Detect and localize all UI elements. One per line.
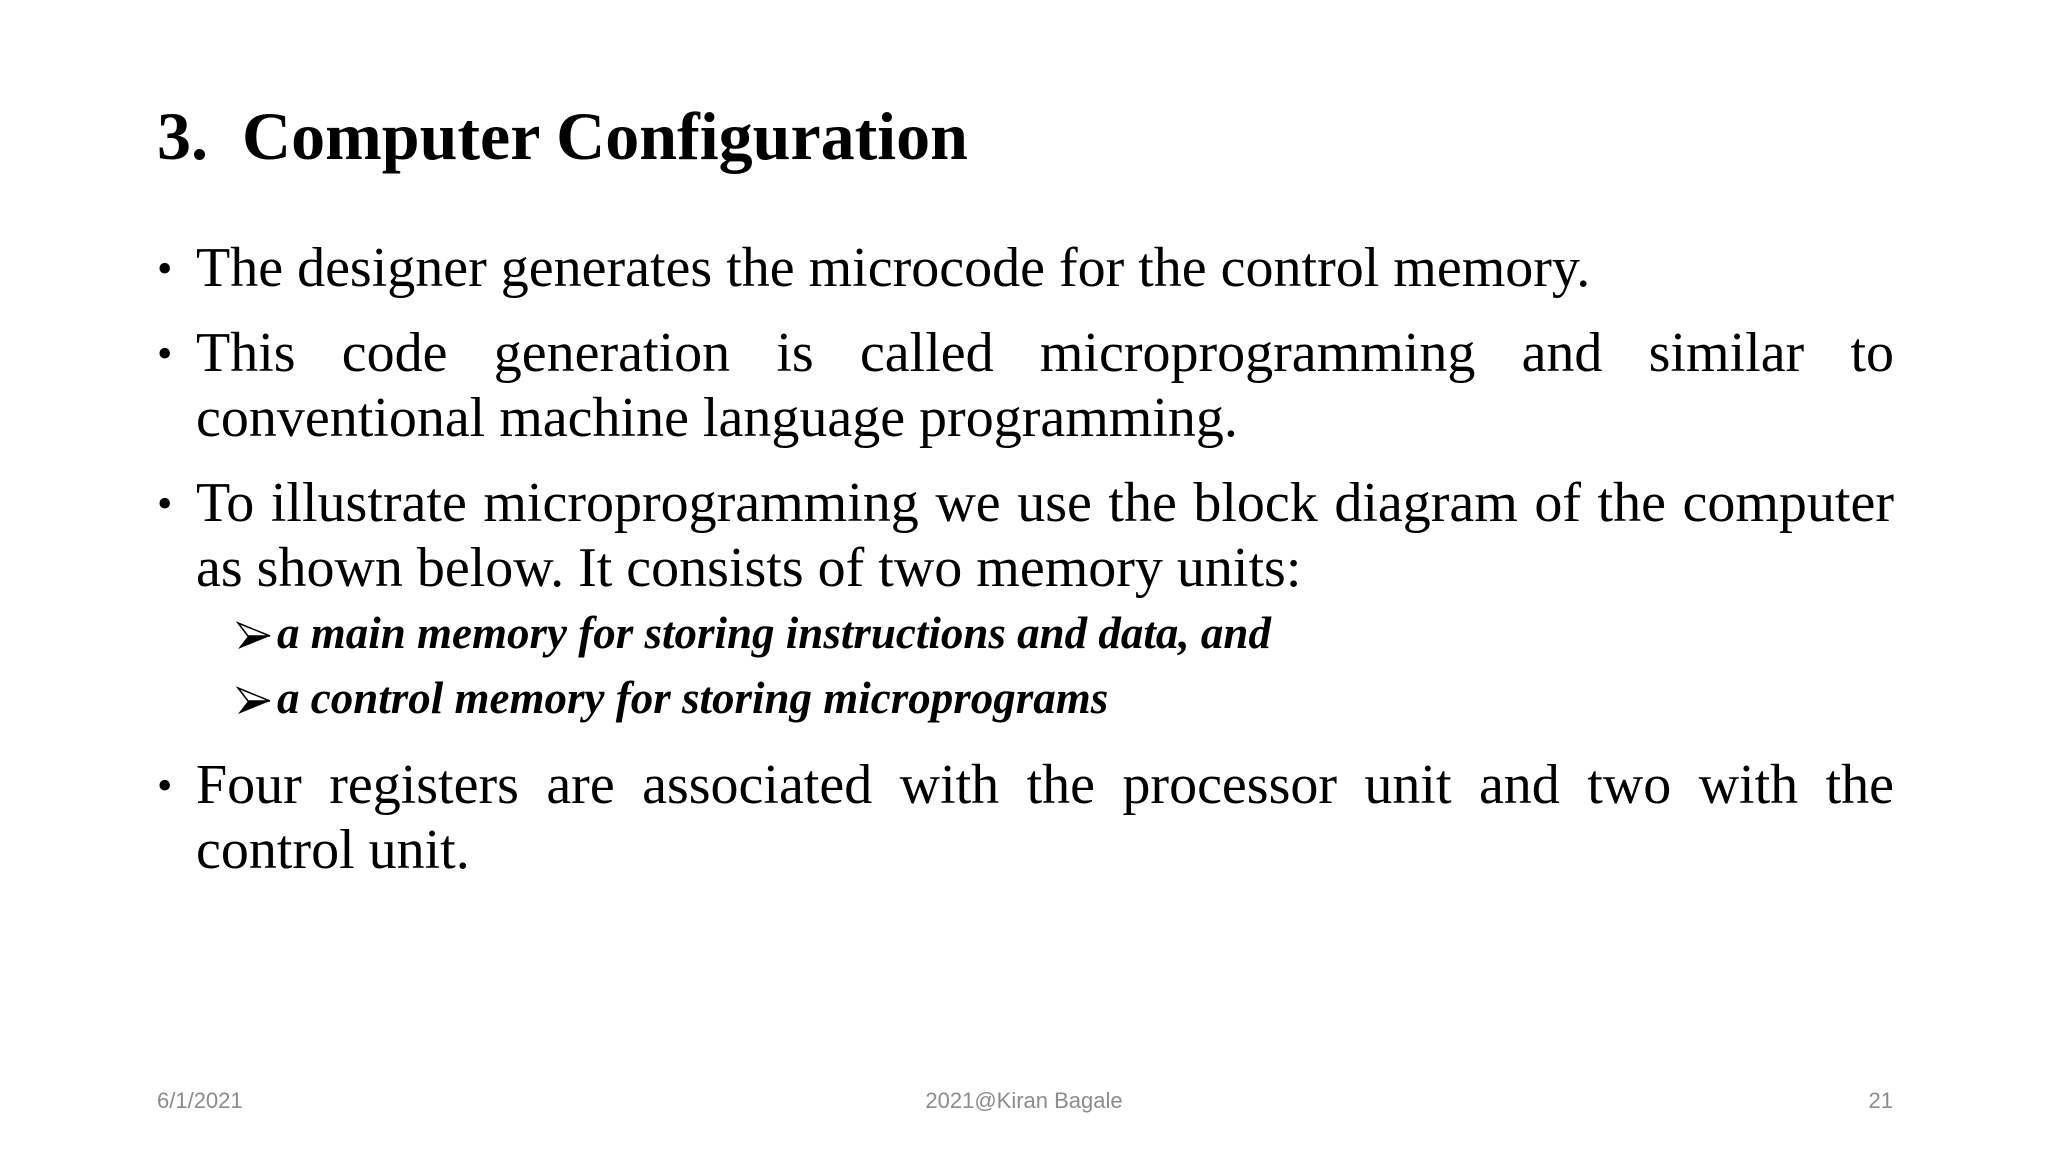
footer-author: 2021@Kiran Bagale (925, 1088, 1123, 1113)
sub-bullet-list (157, 601, 1894, 731)
bullet-item (157, 753, 1894, 883)
bullet-item (157, 321, 1894, 451)
bullet-text: The designer generates the microcode for the control memory. (196, 237, 1591, 299)
slide-body (157, 236, 1894, 883)
bullet-dot-icon: • (157, 479, 173, 528)
footer-page-number: 21 (1868, 1088, 1893, 1113)
slide-title: 3. Computer Configuration (157, 98, 968, 174)
sub-bullet-text: a control memory for storing microprograms (277, 673, 1109, 723)
sub-bullet-item (157, 666, 1894, 731)
arrow-bullet-icon (236, 686, 272, 716)
bullet-text: Four registers are associated with the processor unit and two with the control unit. (196, 754, 1894, 881)
bullet-text: This code generation is called microprogramming and similar to conventional machine language programming. (196, 322, 1894, 449)
bullet-text: To illustrate microprogramming we use the block diagram of the computer as shown below. It consists of two memory units: (196, 472, 1894, 599)
bullet-dot-icon: • (157, 244, 173, 293)
bullet-item (157, 236, 1894, 301)
bullet-dot-icon: • (157, 329, 173, 378)
sub-bullet-text: a main memory for storing instructions and data, and (277, 608, 1271, 658)
bullet-item (157, 471, 1894, 601)
footer-date: 6/1/2021 (157, 1088, 243, 1113)
arrow-bullet-icon (236, 621, 272, 651)
bullet-dot-icon: • (157, 761, 173, 810)
sub-bullet-item (157, 601, 1894, 666)
